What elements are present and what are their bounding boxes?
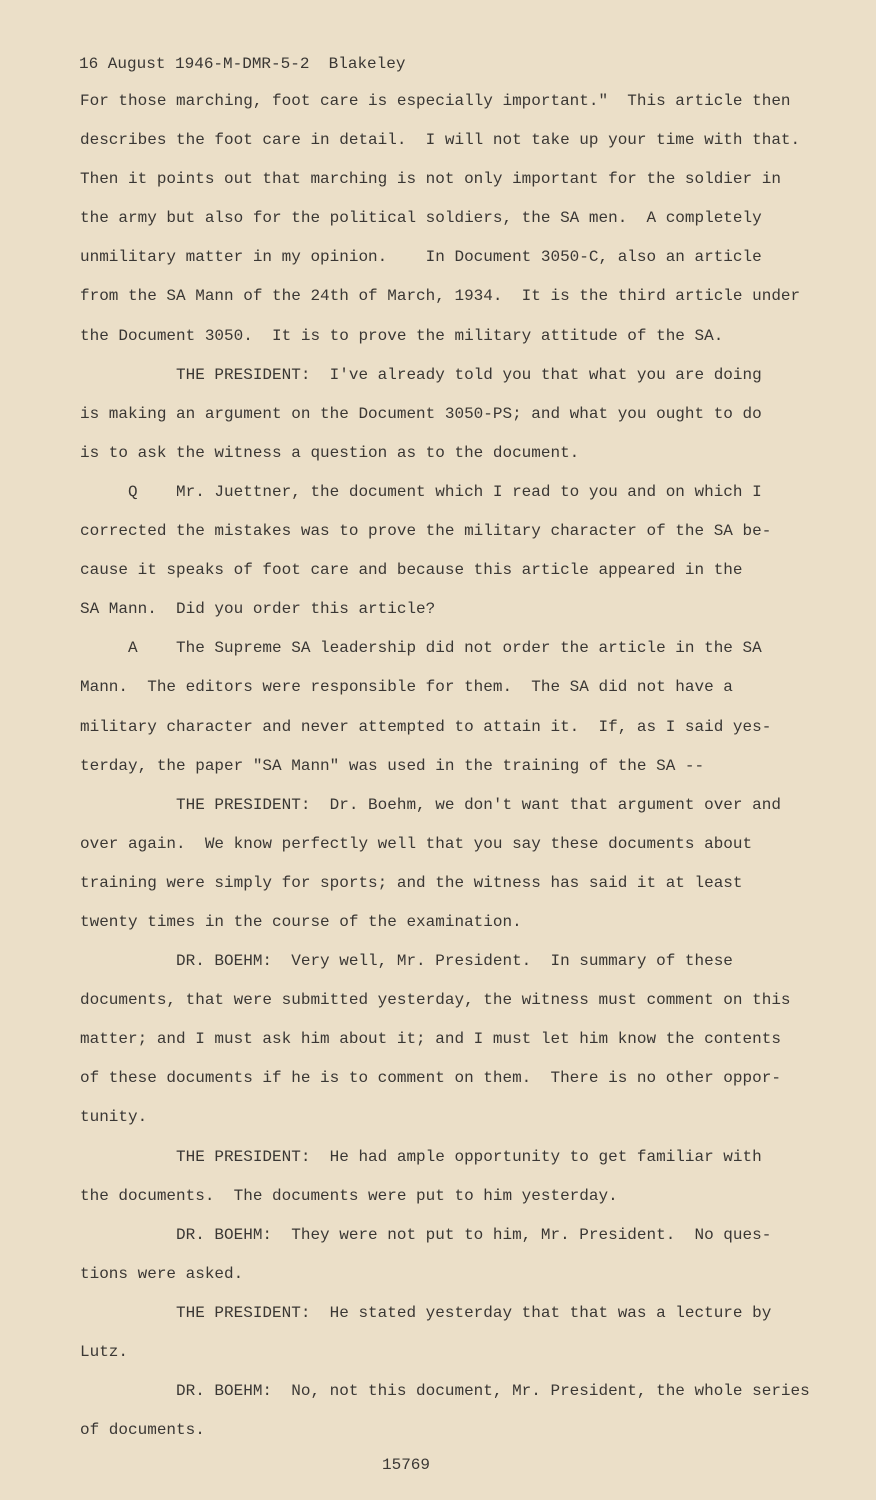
transcript-line: documents, that were submitted yesterday, the witness must comment on this: [80, 991, 791, 1010]
page-number: 15769: [382, 1456, 431, 1474]
transcript-line: Then it points out that marching is not only important for the soldier in: [80, 170, 781, 189]
transcript-line: Mann. The editors were responsible for them. The SA did not have a: [80, 678, 733, 697]
transcript-line: A The Supreme SA leadership did not order the article in the SA: [80, 639, 762, 658]
transcript-line: is making an argument on the Document 3050-PS; and what you ought to do: [80, 404, 762, 423]
transcript-line: training were simply for sports; and the witness has said it at least: [80, 873, 743, 892]
transcript-line: For those marching, foot care is especially important." This article then: [80, 92, 791, 110]
transcript-line: the Document 3050. It is to prove the military attitude of the SA.: [80, 326, 724, 345]
transcript-line: is to ask the witness a question as to the document.: [80, 443, 580, 462]
transcript-line: matter; and I must ask him about it; and I must let him know the contents: [80, 1030, 781, 1049]
transcript-line: DR. BOEHM: Very well, Mr. President. In summary of these: [80, 952, 733, 971]
transcript-line: tions were asked.: [80, 1264, 244, 1283]
transcript-line: THE PRESIDENT: Dr. Boehm, we don't want that argument over and: [80, 795, 781, 814]
page-header: 16 August 1946-M-DMR-5-2 Blakeley: [79, 55, 406, 73]
transcript-line: cause it speaks of foot care and because this article appeared in the: [80, 561, 743, 580]
transcript-line: THE PRESIDENT: He stated yesterday that that was a lecture by: [80, 1303, 772, 1322]
transcript-line: the army but also for the political soldiers, the SA men. A completely: [80, 209, 762, 228]
transcript-line: describes the foot care in detail. I will not take up your time with that.: [80, 131, 801, 150]
transcript-line: THE PRESIDENT: I've already told you that what you are doing: [80, 365, 762, 384]
transcript-line: of documents.: [80, 1421, 205, 1440]
transcript-line: Q Mr. Juettner, the document which I read to you and on which I: [80, 482, 762, 501]
transcript-line: corrected the mistakes was to prove the military character of the SA be-: [80, 522, 772, 541]
transcript-line: military character and never attempted to attain it. If, as I said yes-: [80, 717, 772, 736]
transcript-body: [80, 89, 820, 1457]
transcript-line: twenty times in the course of the examination.: [80, 912, 522, 931]
transcript-line: from the SA Mann of the 24th of March, 1934. It is the third article under: [80, 287, 801, 306]
transcript-line: DR. BOEHM: They were not put to him, Mr. President. No ques-: [80, 1225, 772, 1244]
transcript-line: over again. We know perfectly well that you say these documents about: [80, 834, 753, 853]
transcript-line: SA Mann. Did you order this article?: [80, 600, 436, 619]
transcript-line: tunity.: [80, 1108, 148, 1127]
transcript-line: Lutz.: [80, 1343, 129, 1361]
transcript-line: terday, the paper "SA Mann" was used in the training of the SA --: [80, 756, 705, 775]
transcript-line: the documents. The documents were put to him yesterday.: [80, 1186, 618, 1205]
transcript-line: unmilitary matter in my opinion. In Document 3050-C, also an article: [80, 248, 762, 267]
transcript-line: of these documents if he is to comment on them. There is no other oppor-: [80, 1069, 781, 1088]
transcript-line: DR. BOEHM: No, not this document, Mr. President, the whole series: [80, 1382, 810, 1401]
transcript-line: THE PRESIDENT: He had ample opportunity to get familiar with: [80, 1147, 762, 1166]
